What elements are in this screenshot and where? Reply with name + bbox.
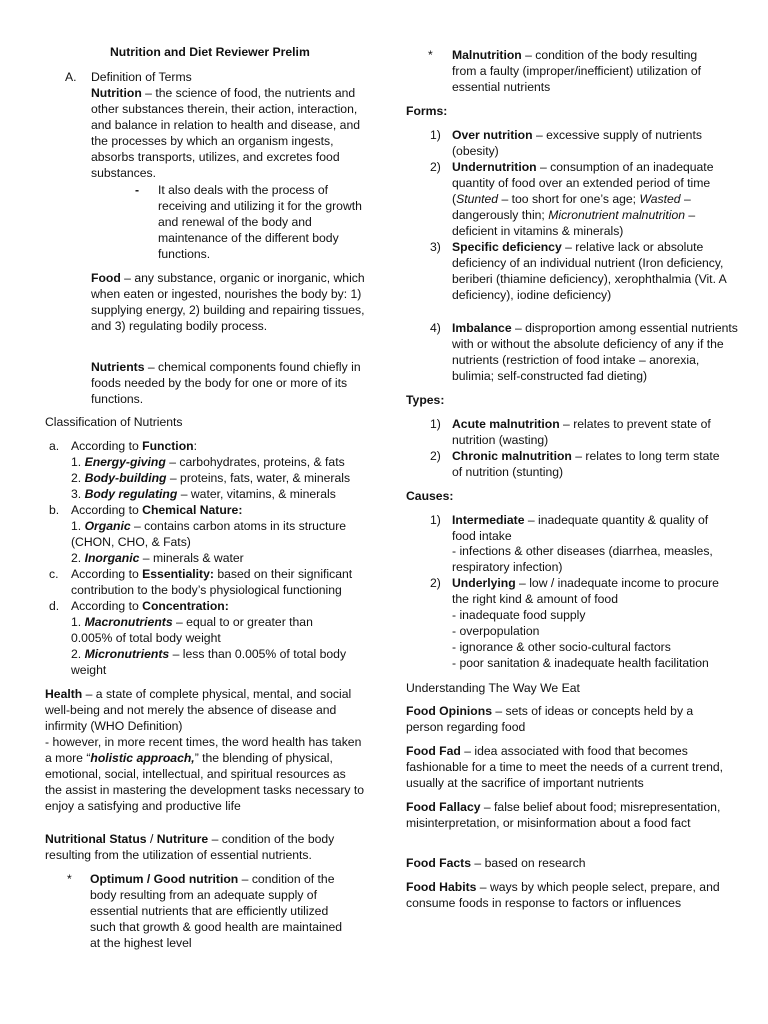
cause-num: 2) — [430, 576, 441, 590]
form-item: Undernutrition – consumption of an inadequate quantity of food over an extended period of time (Stunted – too short for one’s age; Wasted – dangerously thin; Micronutrient malnutrition – deficient in vitamins & minerals) — [452, 160, 714, 238]
nutrients-definition: Nutrients – chemical components found chiefly in foods needed by the body for one or more of its functions. — [91, 360, 361, 406]
class-essentiality: According to Essentiality: based on their significant — [71, 567, 353, 581]
chem-item: 1. Organic – contains carbon atoms in its structure — [71, 519, 347, 533]
cause-item: Intermediate – inadequate quantity & quality of food intake — [452, 513, 709, 543]
bullet-mark: * — [67, 872, 72, 886]
nutrition-subpoint: It also deals with the process of receiving and utilizing it for the growth and renewal of the body and maintenance of the different body functions. — [158, 183, 362, 261]
health-more: - however, in more recent times, the word health has taken a more “holistic approach,” the blending of physical, emotional, social, intellectual, and spiritual resources as the assist in mastering the development tasks necessary to enjoy a satisfying and productive life — [45, 735, 365, 813]
class-concentration: According to Concentration: — [71, 599, 229, 613]
nutrition-dash: - — [135, 183, 140, 197]
type-num: 2) — [430, 449, 441, 463]
conc-item: 2. Micronutrients – less than 0.005% of total body — [71, 647, 347, 661]
food-habits-def: Food Habits – ways by which people select, prepare, and consume foods in response to factors or influences — [406, 880, 720, 910]
causes-heading: Causes: — [406, 489, 454, 503]
class-b-marker: b. — [49, 503, 60, 517]
func-item: 3. Body regulating – water, vitamins, & minerals — [71, 487, 336, 501]
food-facts-def: Food Facts – based on research — [406, 856, 586, 870]
form-item: Over nutrition – excessive supply of nutrients (obesity) — [452, 128, 702, 158]
nutritional-status-definition: Nutritional Status / Nutriture – condition of the body resulting from the utilization of essential nutrients. — [45, 832, 335, 862]
conc-item: 0.005% of total body weight — [71, 631, 221, 645]
class-d-marker: d. — [49, 599, 60, 613]
forms-heading: Forms: — [406, 104, 448, 118]
type-item: Chronic malnutrition – relates to long term state of nutrition (stunting) — [452, 449, 720, 479]
type-item: Acute malnutrition – relates to prevent state of nutrition (wasting) — [452, 417, 711, 447]
func-item: 1. Energy-giving – carbohydrates, proteins, & fats — [71, 455, 345, 469]
class-a-marker: a. — [49, 439, 60, 453]
bullet-mark: * — [428, 48, 433, 62]
types-heading: Types: — [406, 393, 445, 407]
cause-sub: - ignorance & other socio-cultural factors — [452, 640, 671, 654]
form-item: Imbalance – disproportion among essential nutrients with or without the absolute deficiency of any if the nutrients (restriction of food intake – anorexia, bulimia; self-constructed fad dieting) — [452, 321, 738, 383]
cause-item: Underlying – low / inadequate income to procure the right kind & amount of food — [452, 576, 719, 606]
classification-heading: Classification of Nutrients — [45, 415, 183, 429]
conc-item: weight — [71, 663, 107, 677]
defs-marker: A. — [65, 70, 77, 84]
class-c-marker: c. — [49, 567, 59, 581]
food-fallacy-def: Food Fallacy – false belief about food; misrepresentation, misinterpretation, or misinformation about a food fact — [406, 800, 721, 830]
health-definition: Health – a state of complete physical, mental, and social well-being and not merely the absence of disease and infirmity (WHO Definition) — [45, 687, 352, 733]
type-num: 1) — [430, 417, 441, 431]
conc-item: 1. Macronutrients – equal to or greater than — [71, 615, 313, 629]
form-num: 1) — [430, 128, 441, 142]
nutrition-definition: Nutrition – the science of food, the nutrients and other substances therein, their action, interaction, and balance in relation to health and disease, and the processes by which an organism ingests, absorbs transports, utilizes, and excretes food substances. — [91, 86, 361, 180]
chem-item: 2. Inorganic – minerals & water — [71, 551, 244, 565]
essentiality-cont: contribution to the body’s physiological functioning — [71, 583, 342, 597]
chem-item: (CHON, CHO, & Fats) — [71, 535, 191, 549]
cause-sub: - poor sanitation & inadequate health facilitation — [452, 656, 709, 670]
food-opinions-def: Food Opinions – sets of ideas or concepts held by a person regarding food — [406, 704, 694, 734]
form-num: 3) — [430, 240, 441, 254]
cause-sub: - overpopulation — [452, 624, 540, 638]
cause-sub: - infections & other diseases (diarrhea, measles, respiratory infection) — [452, 544, 713, 574]
class-function: According to Function: — [71, 439, 197, 453]
food-definition: Food – any substance, organic or inorganic, which when eaten or ingested, nourishes the body by: 1) supplying energy, 2) building and repairing tissues, and 3) regulating bodily process. — [91, 271, 365, 333]
form-num: 2) — [430, 160, 441, 174]
form-num: 4) — [430, 321, 441, 335]
understanding-heading: Understanding The Way We Eat — [406, 681, 580, 695]
page-title: Nutrition and Diet Reviewer Prelim — [110, 45, 310, 59]
food-fad-def: Food Fad – idea associated with food that becomes fashionable for a time to meet the needs of a current trend, usually at the sacrifice of important nutrients — [406, 744, 724, 790]
func-item: 2. Body-building – proteins, fats, water, & minerals — [71, 471, 351, 485]
cause-num: 1) — [430, 513, 441, 527]
cause-sub: - inadequate food supply — [452, 608, 586, 622]
malnutrition-definition: Malnutrition – condition of the body resulting from a faulty (improper/inefficient) utilization of essential nutrients — [452, 48, 702, 94]
class-chemical: According to Chemical Nature: — [71, 503, 243, 517]
optimum-nutrition: Optimum / Good nutrition – condition of the body resulting from an adequate supply of essential nutrients that are efficiently utilized such that growth & good health are maintained at the highest level — [90, 872, 343, 950]
form-item: Specific deficiency – relative lack or absolute deficiency of an individual nutrient (Iron deficiency, beriberi (thiamine deficiency), xerophthalmia (Vit. A deficiency), iodine deficiency) — [452, 240, 727, 302]
defs-heading: Definition of Terms — [91, 70, 192, 84]
